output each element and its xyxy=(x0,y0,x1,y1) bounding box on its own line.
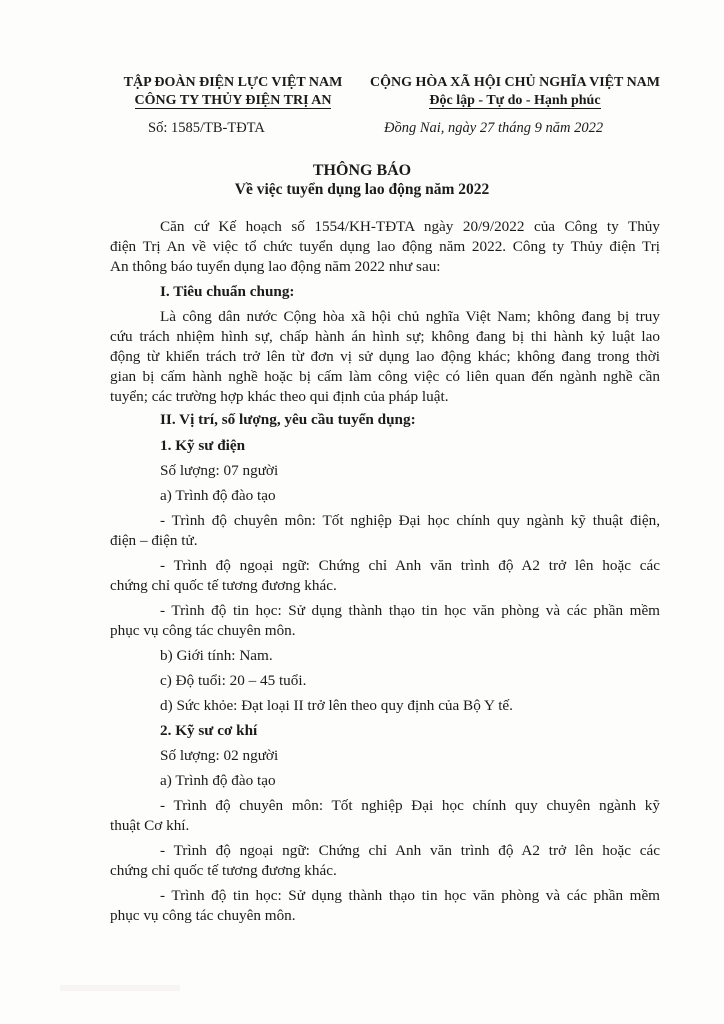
nation-motto: Độc lập - Tự do - Hạnh phúc xyxy=(429,93,601,108)
job2-it-line2: phục vụ công tác chuyên môn. xyxy=(110,907,296,924)
job2-title: 2. Kỹ sư cơ khí xyxy=(160,722,258,739)
doc-number: Số: 1585/TB-TĐTA xyxy=(148,120,265,136)
nation-line2 xyxy=(345,92,685,110)
job1-edu-line1: - Trình độ chuyên môn: Tốt nghiệp Đại học chính quy ngành kỹ thuật điện, xyxy=(160,512,660,529)
job1-c: c) Độ tuổi: 20 – 45 tuổi. xyxy=(160,672,307,689)
place-date: Đồng Nai, ngày 27 tháng 9 năm 2022 xyxy=(384,120,604,136)
intro-line1: Căn cứ Kế hoạch số 1554/KH-TĐTA ngày 20/9/2022 của Công ty Thủy xyxy=(160,218,660,235)
job1-lang-line1: - Trình độ ngoại ngữ: Chứng chỉ Anh văn trình độ A2 trở lên hoặc các xyxy=(160,557,660,574)
job2-lang-line1: - Trình độ ngoại ngữ: Chứng chỉ Anh văn trình độ A2 trở lên hoặc các xyxy=(160,842,660,859)
intro-line3: An thông báo tuyển dụng lao động năm 2022 như sau: xyxy=(110,258,441,275)
org-name-line2 xyxy=(120,92,346,110)
section1-line1: Là công dân nước Cộng hòa xã hội chủ nghĩa Việt Nam; không đang bị truy xyxy=(160,308,660,325)
section2-heading: II. Vị trí, số lượng, yêu cầu tuyển dụng: xyxy=(160,411,416,428)
job1-title: 1. Kỹ sư điện xyxy=(160,437,246,454)
job1-b: b) Giới tính: Nam. xyxy=(160,647,273,664)
job1-lang-line2: chứng chỉ quốc tế tương đương khác. xyxy=(110,577,337,594)
org-name-line2-text: CÔNG TY THỦY ĐIỆN TRỊ AN xyxy=(134,93,332,108)
intro-line2: điện Trị An về việc tổ chức tuyển dụng lao động năm 2022. Công ty Thủy điện Trị xyxy=(110,238,660,255)
job2-edu-line2: thuật Cơ khí. xyxy=(110,817,190,834)
section1-line5: tuyển; các trường hợp khác theo qui định của pháp luật. xyxy=(110,388,449,405)
job2-it-line1: - Trình độ tin học: Sử dụng thành thạo tin học văn phòng và các phần mềm xyxy=(160,887,660,904)
section1-line4: gian bị cấm hành nghề hoặc bị cấm làm công việc có liên quan đến ngành nghề cần xyxy=(110,368,660,385)
job2-quantity: Số lượng: 02 người xyxy=(160,747,279,764)
job1-it-line1: - Trình độ tin học: Sử dụng thành thạo tin học văn phòng và các phần mềm xyxy=(160,602,660,619)
section1-heading: I. Tiêu chuẩn chung: xyxy=(160,283,295,300)
job1-a: a) Trình độ đào tạo xyxy=(160,487,276,504)
nation-line1: CỘNG HÒA XÃ HỘI CHỦ NGHĨA VIỆT NAM xyxy=(369,75,660,90)
job1-it-line2: phục vụ công tác chuyên môn. xyxy=(110,622,296,639)
job2-edu-line1: - Trình độ chuyên môn: Tốt nghiệp Đại học chính quy chuyên ngành kỹ xyxy=(160,797,660,814)
org-name-line1: TẬP ĐOÀN ĐIỆN LỰC VIỆT NAM xyxy=(123,75,343,90)
section1-line2: cứu trách nhiệm hình sự, chấp hành án hình sự; không đang bị thi hành kỷ luật lao xyxy=(110,328,660,345)
job1-edu-line2: điện – điện tử. xyxy=(110,532,198,549)
job2-a: a) Trình độ đào tạo xyxy=(160,772,276,789)
scan-mark xyxy=(60,985,180,991)
page-title: THÔNG BÁO xyxy=(312,162,412,179)
page-subtitle: Về việc tuyển dụng lao động năm 2022 xyxy=(234,181,490,198)
job1-quantity: Số lượng: 07 người xyxy=(160,462,279,479)
job1-d: d) Sức khỏe: Đạt loại II trở lên theo quy định của Bộ Y tế. xyxy=(160,697,513,714)
section1-line3: động từ khiển trách trở lên từ đơn vị sử dụng lao động khác; không đang trong thời xyxy=(110,348,660,365)
job2-lang-line2: chứng chỉ quốc tế tương đương khác. xyxy=(110,862,337,879)
